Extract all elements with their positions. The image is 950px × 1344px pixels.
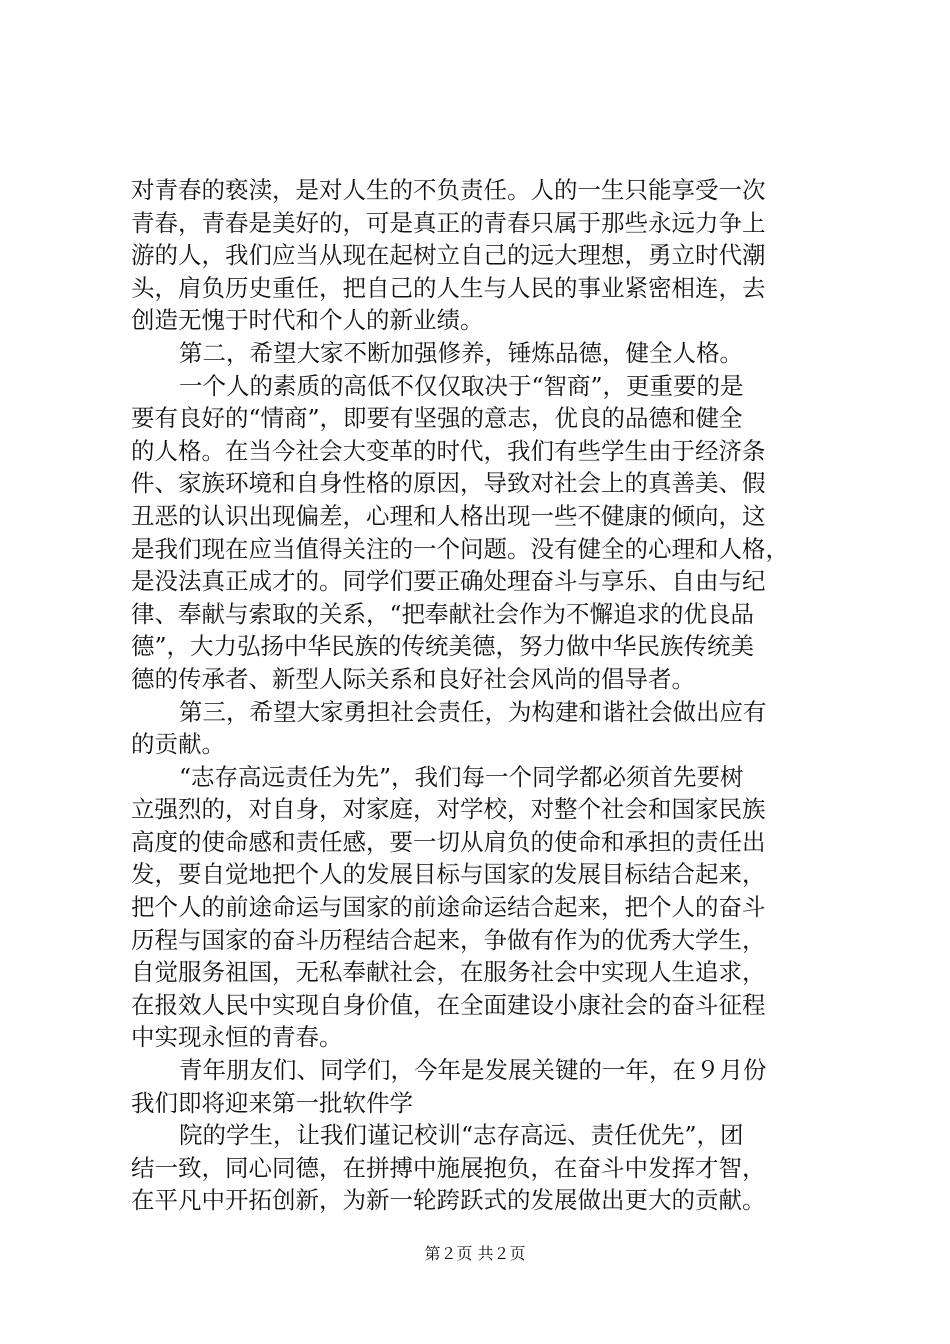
text-line: 把个人的前途命运与国家的前途命运结合起来，把个人的奋斗 bbox=[131, 893, 766, 922]
text-line: 在平凡中开拓创新，为新一轮跨跃式的发展做出更大的贡献。 bbox=[131, 1186, 766, 1215]
text-line: 一个人的素质的高低不仅仅取决于“智商”，更重要的是 bbox=[179, 371, 744, 400]
text-line: 的人格。在当今社会大变革的时代，我们有些学生由于经济条 bbox=[131, 436, 766, 465]
text-line: 游的人，我们应当从现在起树立自己的远大理想，勇立时代潮 bbox=[131, 241, 766, 270]
text-line: 对青春的亵渎，是对人生的不负责任。人的一生只能享受一次 bbox=[131, 176, 766, 204]
text-line: 青春，青春是美好的，可是真正的青春只属于那些永远力争上 bbox=[131, 208, 766, 237]
text-line: 件、家族环境和自身性格的原因，导致对社会上的真善美、假 bbox=[131, 469, 766, 498]
text-line: 律、奉献与索取的关系，“把奉献社会作为不懈追求的优良品 bbox=[131, 599, 755, 628]
text-line: 丑恶的认识出现偏差，心理和人格出现一些不健康的倾向，这 bbox=[131, 501, 766, 530]
text-line: “志存高远责任为先”，我们每一个同学都必须首先要树 bbox=[179, 762, 744, 791]
text-line: 要有良好的“情商”，即要有坚强的意志，优良的品德和健全 bbox=[131, 404, 743, 433]
page-number-footer: 第２页 共２页 bbox=[424, 1244, 526, 1263]
text-line: 是没法真正成才的。同学们要正确处理奋斗与享乐、自由与纪 bbox=[131, 567, 766, 596]
text-line: 是我们现在应当值得关注的一个问题。没有健全的心理和人格， bbox=[131, 534, 789, 563]
text-line: 在报效人民中实现自身价值，在全面建设小康社会的奋斗征程 bbox=[131, 990, 766, 1019]
text-line: 发，要自觉地把个人的发展目标与国家的发展目标结合起来， bbox=[131, 860, 766, 889]
text-line: 高度的使命感和责任感，要一切从肩负的使命和承担的责任出 bbox=[131, 827, 766, 856]
text-line: 青年朋友们、同学们，今年是发展关键的一年，在９月份 bbox=[179, 1056, 767, 1085]
document-body bbox=[131, 174, 835, 1217]
text-line: 中实现永恒的青春。 bbox=[131, 1023, 343, 1052]
text-line: 我们即将迎来第一批软件学 bbox=[131, 1088, 413, 1117]
text-line: 德的传承者、新型人际关系和良好社会风尚的倡导者。 bbox=[131, 664, 695, 693]
text-line: 自觉服务祖国，无私奉献社会，在服务社会中实现人生追求， bbox=[131, 958, 766, 987]
text-line: 立强烈的，对自身，对家庭，对学校，对整个社会和国家民族 bbox=[131, 795, 766, 824]
text-line: 院的学生，让我们谨记校训“志存高远、责任优先”，团 bbox=[179, 1121, 744, 1150]
section-heading-cont: 的贡献。 bbox=[131, 730, 225, 759]
text-line: 创造无愧于时代和个人的新业绩。 bbox=[131, 306, 484, 335]
section-heading: 第三，希望大家勇担社会责任，为构建和谐社会做出应有 bbox=[179, 697, 767, 726]
section-heading: 第二，希望大家不断加强修养，锤炼品德，健全人格。 bbox=[179, 338, 743, 367]
text-line: 结一致，同心同德，在拼搏中施展抱负，在奋斗中发挥才智， bbox=[131, 1153, 766, 1182]
text-line: 德”，大力弘扬中华民族的传统美德，努力做中华民族传统美 bbox=[131, 632, 755, 661]
text-line: 历程与国家的奋斗历程结合起来，争做有作为的优秀大学生， bbox=[131, 925, 766, 954]
text-line: 头，肩负历史重任，把自己的人生与人民的事业紧密相连，去 bbox=[131, 273, 766, 302]
